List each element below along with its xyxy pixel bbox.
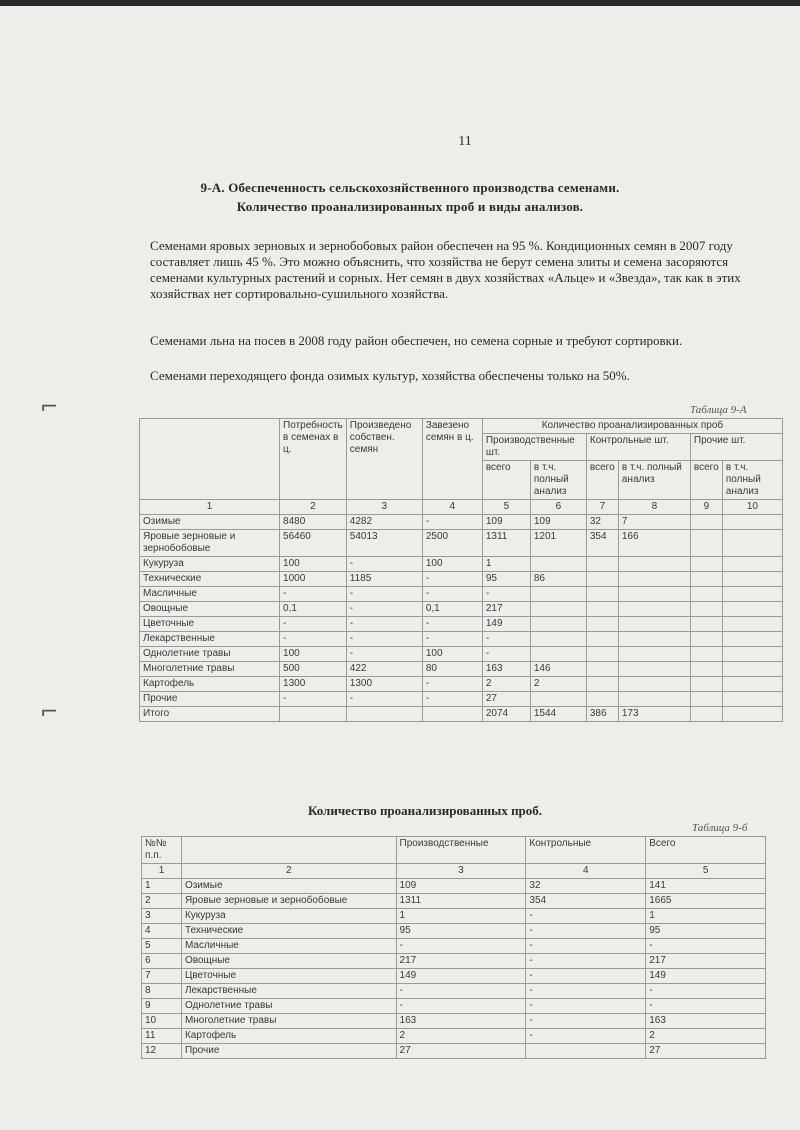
table1-cell: -	[482, 632, 530, 647]
table-row	[142, 969, 766, 984]
table1-cell: 54013	[346, 530, 422, 557]
table1-cell: 500	[280, 662, 347, 677]
header-analyzed: Количество проанализированных проб	[482, 419, 782, 434]
table1-cell	[722, 677, 782, 692]
table2-cell: 217	[396, 954, 526, 969]
table1-cell: Однолетние травы	[140, 647, 280, 662]
table1-cell: 0,1	[422, 602, 482, 617]
table-row	[140, 557, 783, 572]
table2-header-cell	[181, 837, 396, 864]
table2-header-cell: №№ п.п.	[142, 837, 182, 864]
table1-cell	[722, 557, 782, 572]
table1-cell: 56460	[280, 530, 347, 557]
table1-cell	[530, 587, 586, 602]
table2-cell: -	[396, 999, 526, 1014]
table1-cell: 1544	[530, 707, 586, 722]
table-row	[142, 954, 766, 969]
paragraph-3: Семенами переходящего фонда озимых культур, хозяйства обеспечены только на 50%.	[150, 368, 630, 383]
table-row	[140, 662, 783, 677]
header-imported: Завезено семян в ц.	[422, 419, 482, 500]
table1-cell	[530, 557, 586, 572]
table1-cell: Лекарственные	[140, 632, 280, 647]
table1-cell: -	[422, 515, 482, 530]
header-own: Произведено собствен. семян	[346, 419, 422, 500]
table-row	[140, 572, 783, 587]
scan-top-edge	[0, 0, 800, 6]
table1-cell	[722, 632, 782, 647]
page-number: 11	[458, 134, 472, 149]
table2-caption: Таблица 9-б	[692, 822, 748, 834]
table1-cell: Яровые зерновые и зернобобовые	[140, 530, 280, 557]
table1-cell: Итого	[140, 707, 280, 722]
table1-cell: Многолетние травы	[140, 662, 280, 677]
table-row	[142, 939, 766, 954]
table1-cell	[722, 572, 782, 587]
table1-cell	[618, 557, 690, 572]
table1-column-number: 8	[618, 500, 690, 515]
table-row	[140, 515, 783, 530]
header-incl-full: в т.ч. полный анализ	[530, 461, 586, 500]
table2-cell: 1	[646, 909, 766, 924]
table2-cell: -	[396, 984, 526, 999]
table2-cell: -	[526, 939, 646, 954]
header-incl-full: в т.ч. полный анализ	[722, 461, 782, 500]
table1-cell: 149	[482, 617, 530, 632]
table2-cell: 4	[142, 924, 182, 939]
table1-cell	[618, 647, 690, 662]
table2-cell: 12	[142, 1044, 182, 1059]
table2-cell: -	[646, 984, 766, 999]
table1-cell: 2	[482, 677, 530, 692]
pencil-mark-2: ⌐	[40, 700, 59, 725]
table-row	[140, 677, 783, 692]
table2-cell: Масличные	[181, 939, 396, 954]
table2-cell: Картофель	[181, 1029, 396, 1044]
table1-cell	[530, 692, 586, 707]
table2-column-number: 2	[181, 864, 396, 879]
table1-cell: -	[280, 632, 347, 647]
table1-cell: 80	[422, 662, 482, 677]
table2-cell: 163	[646, 1014, 766, 1029]
table1-cell	[618, 632, 690, 647]
table1-column-number: 5	[482, 500, 530, 515]
header-control: Контрольные шт.	[586, 434, 690, 461]
table1-column-number: 2	[280, 500, 347, 515]
table2-cell: -	[526, 969, 646, 984]
table-row	[140, 530, 783, 557]
table2-cell: 27	[646, 1044, 766, 1059]
table1-cell	[690, 677, 722, 692]
table-row	[140, 602, 783, 617]
table-row	[140, 632, 783, 647]
table-row	[142, 879, 766, 894]
table1-cell: 163	[482, 662, 530, 677]
table1-cell: 422	[346, 662, 422, 677]
table1-cell: 217	[482, 602, 530, 617]
table1-cell: 1201	[530, 530, 586, 557]
table1-cell: 7	[618, 515, 690, 530]
table1-cell	[618, 662, 690, 677]
table1-cell	[346, 707, 422, 722]
table2-cell: 1665	[646, 894, 766, 909]
table2-cell: 1	[396, 909, 526, 924]
table2-cell: -	[526, 1014, 646, 1029]
table1-cell: -	[346, 647, 422, 662]
table1-cell	[530, 602, 586, 617]
table2-cell: 2	[396, 1029, 526, 1044]
table2-cell: 149	[646, 969, 766, 984]
table-row	[142, 1044, 766, 1059]
table1-column-number: 3	[346, 500, 422, 515]
table2-cell: 5	[142, 939, 182, 954]
table-row	[140, 692, 783, 707]
table1-corner-cell	[140, 419, 280, 500]
table1-cell: -	[346, 602, 422, 617]
table1-cell: 1000	[280, 572, 347, 587]
table2-column-number: 3	[396, 864, 526, 879]
table1-cell: 109	[482, 515, 530, 530]
table2-cell: Прочие	[181, 1044, 396, 1059]
table2-cell: -	[396, 939, 526, 954]
paragraph-1: Семенами яровых зерновых и зернобобовых район обеспечен на 95 %. Кондиционных семян в 2007 году составляет лишь 45 %. Это можно объяснить, что хозяйства не берут семена элиты и семена засоряются семенами культурных растений и сорных. Нет семян в двух хозяйствах «Альце» и «Звезда», так как в этих хозяйствах нет сортировально-сушильного хозяйства.	[150, 238, 741, 301]
table2-cell: Яровые зерновые и зернобобовые	[181, 894, 396, 909]
table2-cell: Технические	[181, 924, 396, 939]
table1-cell	[586, 617, 618, 632]
table1-cell: -	[482, 587, 530, 602]
table-row	[142, 909, 766, 924]
table1-column-number: 10	[722, 500, 782, 515]
table1-column-number: 9	[690, 500, 722, 515]
table1-cell	[690, 557, 722, 572]
table1-cell: 2074	[482, 707, 530, 722]
table1-cell	[618, 602, 690, 617]
table2-column-number: 1	[142, 864, 182, 879]
table1-cell: 8480	[280, 515, 347, 530]
table1-cell: -	[346, 692, 422, 707]
table2-cell: 217	[646, 954, 766, 969]
table1-cell	[586, 572, 618, 587]
table1-cell: 1311	[482, 530, 530, 557]
table2-cell: 11	[142, 1029, 182, 1044]
table1-column-numbers-row	[140, 500, 783, 515]
analyzed-samples-table	[141, 836, 766, 1059]
table1-cell	[690, 587, 722, 602]
table1-cell: -	[422, 632, 482, 647]
table2-header-cell: Контрольные	[526, 837, 646, 864]
table1-column-number: 1	[140, 500, 280, 515]
header-other: Прочие шт.	[690, 434, 782, 461]
table1-cell	[618, 572, 690, 587]
table2-cell: 9	[142, 999, 182, 1014]
table2-header-cell: Всего	[646, 837, 766, 864]
table1-cell: -	[422, 587, 482, 602]
table1-cell: 0,1	[280, 602, 347, 617]
table1-cell: 1185	[346, 572, 422, 587]
table1-cell: Озимые	[140, 515, 280, 530]
table2-cell: 163	[396, 1014, 526, 1029]
header-total: всего	[482, 461, 530, 500]
table2-cell: 27	[396, 1044, 526, 1059]
table-row	[140, 707, 783, 722]
table2-cell: -	[646, 999, 766, 1014]
table1-cell	[722, 707, 782, 722]
table1-cell: 100	[422, 647, 482, 662]
table-row	[142, 924, 766, 939]
table1-cell: Технические	[140, 572, 280, 587]
table1-cell	[586, 662, 618, 677]
table1-column-number: 4	[422, 500, 482, 515]
table2-cell: 354	[526, 894, 646, 909]
table-row	[140, 617, 783, 632]
table1-cell: -	[422, 617, 482, 632]
table2-cell: 7	[142, 969, 182, 984]
table2-cell: -	[526, 984, 646, 999]
table1-cell: Кукуруза	[140, 557, 280, 572]
table2-column-number: 4	[526, 864, 646, 879]
table2-cell: 32	[526, 879, 646, 894]
table2-cell: 8	[142, 984, 182, 999]
table1-cell	[722, 692, 782, 707]
table2-cell: 3	[142, 909, 182, 924]
table1-cell: 2	[530, 677, 586, 692]
table1-cell	[618, 587, 690, 602]
table-row	[142, 1014, 766, 1029]
table1-cell	[690, 647, 722, 662]
table-row	[142, 1029, 766, 1044]
section-heading-line2: Количество проанализированных проб и виды анализов.	[236, 199, 584, 214]
header-total: всего	[586, 461, 618, 500]
table-row	[142, 999, 766, 1014]
table1-cell	[690, 515, 722, 530]
table1-cell	[722, 515, 782, 530]
table2-cell: 109	[396, 879, 526, 894]
table1-cell: 1300	[280, 677, 347, 692]
table1-cell: -	[280, 692, 347, 707]
table1-cell: 4282	[346, 515, 422, 530]
table1-cell	[722, 662, 782, 677]
table1-cell: Цветочные	[140, 617, 280, 632]
table1-cell	[586, 692, 618, 707]
table1-cell: -	[346, 587, 422, 602]
table1-cell: Масличные	[140, 587, 280, 602]
table1-column-number: 7	[586, 500, 618, 515]
table1-cell: -	[422, 692, 482, 707]
header-total: всего	[690, 461, 722, 500]
table1-cell: 1	[482, 557, 530, 572]
table1-cell	[690, 572, 722, 587]
table1-cell	[690, 602, 722, 617]
table2-cell: 1	[142, 879, 182, 894]
table1-cell: 354	[586, 530, 618, 557]
table1-cell: 146	[530, 662, 586, 677]
table2-cell: Многолетние травы	[181, 1014, 396, 1029]
table1-cell: -	[346, 632, 422, 647]
table2-cell: 10	[142, 1014, 182, 1029]
table1-cell	[722, 602, 782, 617]
table2-cell: 2	[142, 894, 182, 909]
table1-caption: Таблица 9-А	[690, 404, 747, 416]
table2-cell: Цветочные	[181, 969, 396, 984]
table1-cell: 109	[530, 515, 586, 530]
table1-cell: -	[346, 617, 422, 632]
table1-cell	[690, 530, 722, 557]
table2-cell: 141	[646, 879, 766, 894]
table2-cell: 2	[646, 1029, 766, 1044]
header-need: Потребность в семенах в ц.	[280, 419, 347, 500]
table1-cell: 32	[586, 515, 618, 530]
header-production: Производственные шт.	[482, 434, 586, 461]
header-incl-full: в т.ч. полный анализ	[618, 461, 690, 500]
table2-cell: 95	[396, 924, 526, 939]
table-row	[140, 587, 783, 602]
table1-cell: Картофель	[140, 677, 280, 692]
table1-cell	[422, 707, 482, 722]
table1-cell: 173	[618, 707, 690, 722]
table2-cell: 95	[646, 924, 766, 939]
table2-cell: -	[526, 999, 646, 1014]
table1-cell: -	[280, 617, 347, 632]
table1-cell	[722, 617, 782, 632]
table2-cell: 149	[396, 969, 526, 984]
pencil-mark-1: ⌐	[40, 395, 59, 420]
paragraph-2: Семенами льна на посев в 2008 году район обеспечен, но семена сорные и требуют сортировки.	[150, 333, 683, 348]
table1-cell: -	[280, 587, 347, 602]
table1-cell	[722, 587, 782, 602]
table1-cell	[690, 632, 722, 647]
table-row	[142, 894, 766, 909]
table2-cell: -	[526, 924, 646, 939]
table1-cell	[722, 647, 782, 662]
table1-header-row-1	[140, 419, 783, 434]
table1-cell: 27	[482, 692, 530, 707]
table2-cell: Лекарственные	[181, 984, 396, 999]
table2-cell: 1311	[396, 894, 526, 909]
table1-cell: 2500	[422, 530, 482, 557]
table1-cell: Прочие	[140, 692, 280, 707]
section-heading-line1: 9-А. Обеспеченность сельскохозяйственного производства семенами.	[200, 180, 620, 195]
table2-column-numbers-row	[142, 864, 766, 879]
table1-cell	[586, 632, 618, 647]
table1-column-number: 6	[530, 500, 586, 515]
table1-cell	[618, 677, 690, 692]
table2-cell: -	[526, 954, 646, 969]
seed-supply-table	[139, 418, 783, 722]
table2-cell: Озимые	[181, 879, 396, 894]
table1-cell	[586, 587, 618, 602]
table1-cell: Овощные	[140, 602, 280, 617]
table1-cell	[586, 677, 618, 692]
table2-cell: 6	[142, 954, 182, 969]
table2-cell: -	[526, 909, 646, 924]
table1-cell	[690, 707, 722, 722]
table1-cell: 100	[422, 557, 482, 572]
table2-cell: -	[646, 939, 766, 954]
table2-cell: Однолетние травы	[181, 999, 396, 1014]
table1-cell	[618, 617, 690, 632]
table2-header-cell: Производственные	[396, 837, 526, 864]
table1-cell	[586, 602, 618, 617]
table1-cell	[586, 557, 618, 572]
table1-cell: -	[422, 677, 482, 692]
table1-cell: 166	[618, 530, 690, 557]
table1-cell	[618, 692, 690, 707]
table1-cell: 386	[586, 707, 618, 722]
table1-cell: 1300	[346, 677, 422, 692]
table1-cell: 95	[482, 572, 530, 587]
table1-cell: 100	[280, 647, 347, 662]
table1-cell	[280, 707, 347, 722]
table-row	[142, 984, 766, 999]
table1-cell	[690, 662, 722, 677]
table2-cell	[526, 1044, 646, 1059]
table1-cell: -	[482, 647, 530, 662]
table2-column-number: 5	[646, 864, 766, 879]
table1-cell	[690, 692, 722, 707]
table1-cell: 86	[530, 572, 586, 587]
table2-cell: -	[526, 1029, 646, 1044]
table1-cell	[530, 617, 586, 632]
table2-header-row	[142, 837, 766, 864]
table2-cell: Кукуруза	[181, 909, 396, 924]
table1-cell	[586, 647, 618, 662]
table1-cell: -	[422, 572, 482, 587]
table2-cell: Овощные	[181, 954, 396, 969]
table1-cell	[690, 617, 722, 632]
table1-cell	[530, 632, 586, 647]
table1-cell	[530, 647, 586, 662]
table1-cell: -	[346, 557, 422, 572]
table-row	[140, 647, 783, 662]
table2-title: Количество проанализированных проб.	[307, 803, 543, 818]
table1-cell: 100	[280, 557, 347, 572]
table1-cell	[722, 530, 782, 557]
